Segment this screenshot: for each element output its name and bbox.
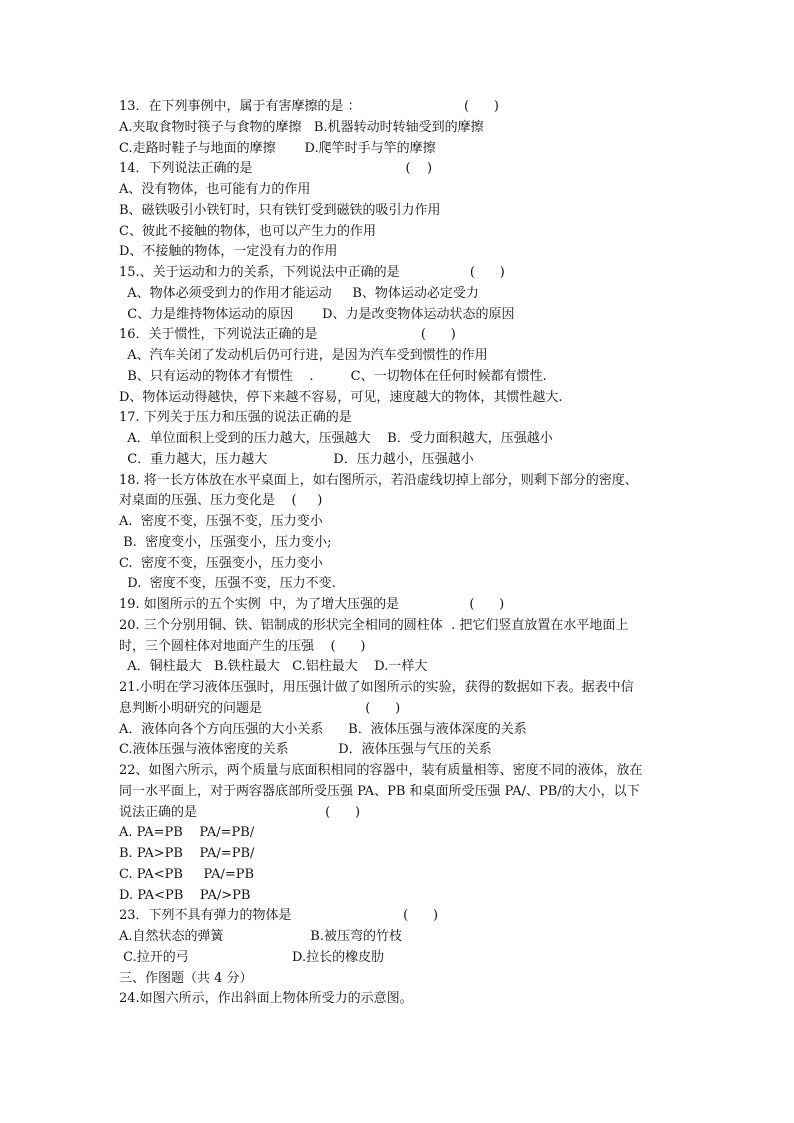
text-line: 13．在下列事例中，属于有害摩擦的是 ： ( ) xyxy=(119,99,499,114)
text-line: C、彼此不接触的物体，也可以产生力的作用 xyxy=(119,223,376,239)
text-line: 16．关于惯性，下列说法正确的是 ( ) xyxy=(119,327,456,343)
text-line: 对桌面的压强、压力变化是 ( ) xyxy=(119,493,323,509)
text-line: C．重力越大，压力越大 D．压力越小，压强越小 xyxy=(119,451,474,467)
text-line: 时，三个圆柱体对地面产生的压强 ( ) xyxy=(119,638,366,654)
text-line: A、物体必须受到力的作用才能运动 B、物体运动必定受力 xyxy=(119,285,479,301)
text-line: D、不接触的物体，一定没有力的作用 xyxy=(119,244,338,260)
text-line: C.液体压强与液体密度的关系 D．液体压强与气压的关系 xyxy=(119,742,492,758)
text-line: 说法正确的是 ( ) xyxy=(119,804,361,820)
text-line: 20. 三个分别用铜、铁、铝制成的形状完全相同的圆柱体 . 把它们竖直放置在水平地面上 xyxy=(119,617,629,633)
text-line: D. 密度不变，压强不变，压力不变. xyxy=(119,576,336,592)
text-line: D、物体运动得越快，停下来越不容易，可见，速度越大的物体，其惯性越大. xyxy=(119,389,563,405)
text-line: B、磁铁吸引小铁钉时，只有铁钉受到磁铁的吸引力作用 xyxy=(119,202,441,218)
text-line: 14．下列说法正确的是 ( ) xyxy=(119,161,433,177)
text-line: C.拉开的弓 D.拉长的橡皮肋 xyxy=(119,949,385,965)
section-heading: 三、作图题（共 4 分） xyxy=(119,970,253,986)
text-line: 23．下列不具有弹力的物体是 ( ) xyxy=(119,908,439,924)
text-line: 22、如图六所示，两个质量与底面积相同的容器中，装有质量相等、密度不同的液体，放在 xyxy=(119,763,643,778)
text-line: 24.如图六所示，作出斜面上物体所受力的示意图。 xyxy=(119,991,413,1007)
question-text xyxy=(119,97,689,1010)
text-line: 17. 下列关于压力和压强的说法正确的是 xyxy=(119,410,352,426)
text-line: A、汽车关闭了发动机后仍可行进，是因为汽车受到惯性的作用 xyxy=(119,348,488,363)
text-line: 息判断小明研究的问题是 ( ) xyxy=(119,700,401,716)
text-line: A. 密度不变，压强不变，压力变小 xyxy=(119,514,323,529)
text-line: 21.小明在学习液体压强时，用压强计做了如图所示的实验，获得的数据如下表。据表中信 xyxy=(119,680,634,695)
text-line: B、只有运动的物体才有惯性 . C、一切物体在任何时候都有惯性. xyxy=(119,368,547,384)
text-line: 19. 如图所示的五个实例 中，为了增大压强的是 ( ) xyxy=(119,597,505,612)
text-line: A．液体向各个方向压强的大小关系 B．液体压强与液体深度的关系 xyxy=(119,721,527,737)
text-line: A．铜柱最大 B.铁柱最大 C.铝柱最大 D.一样大 xyxy=(119,659,428,675)
text-line: A.自然状态的弹簧 B.被压弯的竹枝 xyxy=(119,929,402,944)
text-line: C.走路时鞋子与地面的摩擦 D.爬竿时手与竿的摩擦 xyxy=(119,140,436,156)
text-line: A．单位面积上受到的压力越大，压强越大 B．受力面积越大，压强越小 xyxy=(119,431,553,446)
text-line: A. PA=PB PA/=PB/ xyxy=(119,825,255,841)
text-line: C. PA<PB PA/=PB xyxy=(119,866,255,882)
text-line: C. 密度不变，压强变小，压力变小 xyxy=(119,555,323,571)
text-line: A.夹取食物时筷子与食物的摩擦 B.机器转动时转轴受到的摩擦 xyxy=(119,119,484,135)
text-line: A、没有物体，也可能有力的作用 xyxy=(119,182,311,197)
text-line: 18. 将一长方体放在水平桌面上，如右图所示，若沿虚线切掉上部分，则剩下部分的密度、 xyxy=(119,472,638,488)
text-line: 同一水平面上，对于两容器底部所受压强 PA、PB 和桌面所受压强 PA/、PB/的大小，以下 xyxy=(119,783,640,799)
text-line: B. 密度变小，压强变小，压力变小; xyxy=(119,534,332,550)
text-line: C、力是维持物体运动的原因 D、力是改变物体运动状态的原因 xyxy=(119,306,515,322)
text-line: B. PA>PB PA/=PB/ xyxy=(119,846,255,861)
text-line: D. PA<PB PA/>PB xyxy=(119,887,251,903)
text-line: 15.、关于运动和力的关系，下列说法中正确的是 ( ) xyxy=(119,265,505,280)
